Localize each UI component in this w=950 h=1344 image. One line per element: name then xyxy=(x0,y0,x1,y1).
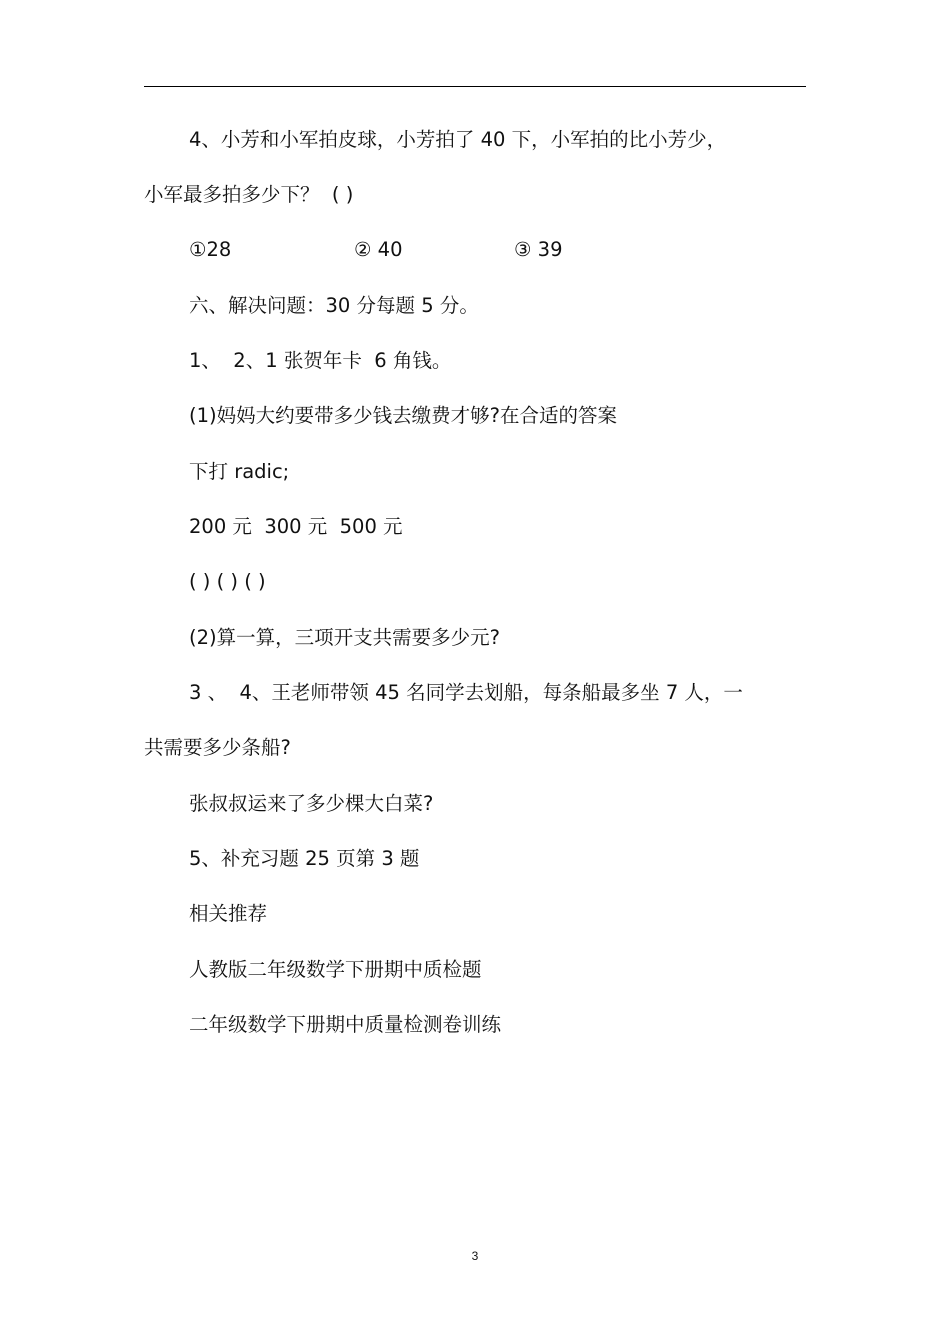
related-link-2[interactable]: 二年级数学下册期中质量检测卷训练 xyxy=(189,1013,502,1036)
problem-5: 5、补充习题 25 页第 3 题 xyxy=(189,847,420,870)
header-rule xyxy=(144,86,806,87)
option-3: ③ 39 xyxy=(514,238,563,261)
amount-choices: 200 元 300 元 500 元 xyxy=(189,515,403,538)
sub-question-1: (1)妈妈大约要带多少钱去缴费才够?在合适的答案 xyxy=(189,404,617,427)
problem-3-4-line-1: 3 、 4、王老师带领 45 名同学去划船，每条船最多坐 7 人，一 xyxy=(189,681,743,704)
answer-brackets: ( ) ( ) ( ) xyxy=(189,570,266,593)
problem-1-2-line: 1、 2、1 张贺年卡 6 角钱。 xyxy=(189,349,452,372)
question-4-line-2: 小军最多拍多少下？ ( ) xyxy=(144,183,354,206)
option-1: ①28 xyxy=(189,238,232,261)
section-6-heading: 六、解决问题：30 分每题 5 分。 xyxy=(189,294,479,317)
sub-question-1-continued: 下打 radic; xyxy=(189,460,290,483)
problem-3-4-line-2: 共需要多少条船? xyxy=(144,736,291,759)
related-link-1[interactable]: 人教版二年级数学下册期中质检题 xyxy=(189,958,482,981)
option-2: ② 40 xyxy=(354,238,403,261)
related-heading: 相关推荐 xyxy=(189,902,268,925)
page-number: 3 xyxy=(471,1249,479,1263)
question-4-line-1: 4、小芳和小军拍皮球，小芳拍了 40 下，小军拍的比小芳少， xyxy=(189,128,727,151)
cabbage-question: 张叔叔运来了多少棵大白菜? xyxy=(189,792,434,815)
sub-question-2: (2)算一算，三项开支共需要多少元? xyxy=(189,626,500,649)
